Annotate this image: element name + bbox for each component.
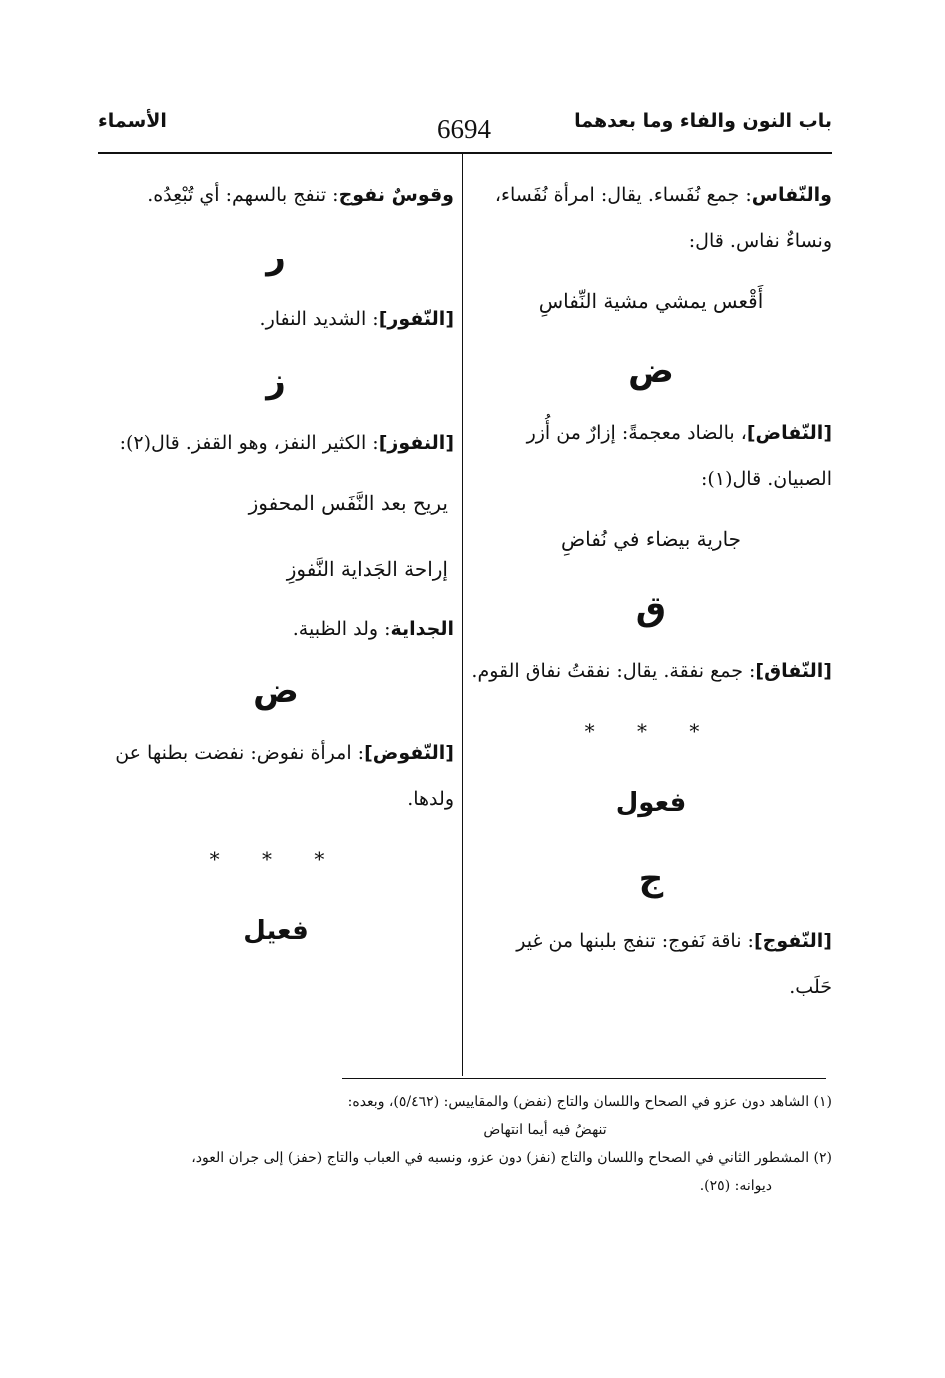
- verse: يريح بعد النَّفَس المحفوز: [248, 491, 448, 515]
- letter-heading-jim: ج: [638, 859, 664, 899]
- page-header: [98, 110, 832, 150]
- letter-heading-qaf: ق: [635, 589, 667, 629]
- entry-term: الجداية: [390, 618, 454, 640]
- left-column: [98, 172, 454, 974]
- entry-text: : الكثير النفز، وهو القفز. قال(٢):: [119, 432, 379, 454]
- entry-nifad: [470, 410, 832, 502]
- entry-text: : جمع نُفَساء. يقال: امرأة نُفَساء، ونساءٌ نفاس. قال:: [494, 184, 832, 252]
- footnotes: [98, 1088, 832, 1200]
- footnote-2-continuation: ديوانه: (٢٥).: [699, 1178, 772, 1194]
- entry-term: وقوسٌ نفوج: [338, 184, 454, 206]
- pattern-heading-fa3ul: فعول: [615, 788, 687, 818]
- pattern-heading-fa3il: فعيل: [243, 916, 309, 946]
- footnote-2: (٢) المشطور الثاني في الصحاح واللسان والتاج (نفز) دون عزو، ونسبه في العباب والتاج (حفز) إلى جران العود،: [191, 1150, 832, 1166]
- entry-term: [النفوز]: [378, 432, 454, 454]
- entry-text: ، بالضاد معجمةً: إزارٌ من أُزر الصبيان. قال(١):: [526, 422, 832, 490]
- entry-nifaq: [470, 648, 832, 694]
- entry-nafur: [98, 296, 454, 342]
- entry-nafuj: [470, 918, 832, 1010]
- entry-term: [النّفاق]: [755, 660, 832, 682]
- section-title: الأسماء: [98, 110, 167, 132]
- entry-text: : جمع نفقة. يقال: نفقتُ نفاق القوم.: [471, 660, 756, 682]
- entry-jadaya: [98, 606, 454, 652]
- verse: جارية بيضاء في نُفاضِ: [560, 527, 742, 551]
- letter-heading-zay: ز: [266, 361, 286, 401]
- entry-term: [النّفوج]: [753, 930, 832, 952]
- section-separator: * * *: [209, 847, 343, 871]
- entry-nifas: [470, 172, 832, 264]
- entry-term: [النّفوض]: [364, 742, 454, 764]
- chapter-title: باب النون والفاء وما بعدهما: [574, 110, 832, 132]
- entry-qaws-nafuj: [98, 172, 454, 218]
- footnote-1-verse: تنهضُ فيه أيما انتهاض: [483, 1122, 607, 1138]
- entry-text: : امرأة نفوض: نفضت بطنها عن ولدها.: [115, 742, 454, 810]
- entry-text: : ولد الظبية.: [292, 618, 391, 640]
- letter-heading-dad: ض: [628, 351, 674, 391]
- entry-text: : الشديد النفار.: [259, 308, 379, 330]
- entry-nafuz: [98, 420, 454, 466]
- entry-nafud: [98, 730, 454, 822]
- footnote-rule: [342, 1078, 826, 1079]
- entry-term: [النّفاض]: [746, 422, 832, 444]
- entry-text: : تنفج بالسهم: أي تُبْعِدُه.: [147, 184, 339, 206]
- entry-text: : ناقة نَفوج: تنفج بلبنها من غير حَلَب.: [516, 930, 832, 998]
- entry-term: والنّفاس: [751, 184, 832, 206]
- letter-heading-ra: ر: [266, 237, 286, 277]
- footnote-1: (١) الشاهد دون عزو في الصحاح واللسان والتاج (نفض) والمقاييس: (٥/٤٦٢)، وبعده:: [347, 1094, 832, 1110]
- page-number: 6694: [437, 114, 491, 144]
- entry-term: [النّفور]: [378, 308, 454, 330]
- verse: أَقْعس يمشي مشية النِّفاسِ: [538, 289, 764, 313]
- section-separator: * * *: [584, 719, 718, 743]
- header-rule: [98, 152, 832, 154]
- right-column: [470, 172, 832, 1010]
- column-divider: [462, 154, 463, 1076]
- verse: إراحة الجَداية النَّفوزِ: [286, 557, 448, 581]
- letter-heading-dad: ض: [253, 671, 299, 711]
